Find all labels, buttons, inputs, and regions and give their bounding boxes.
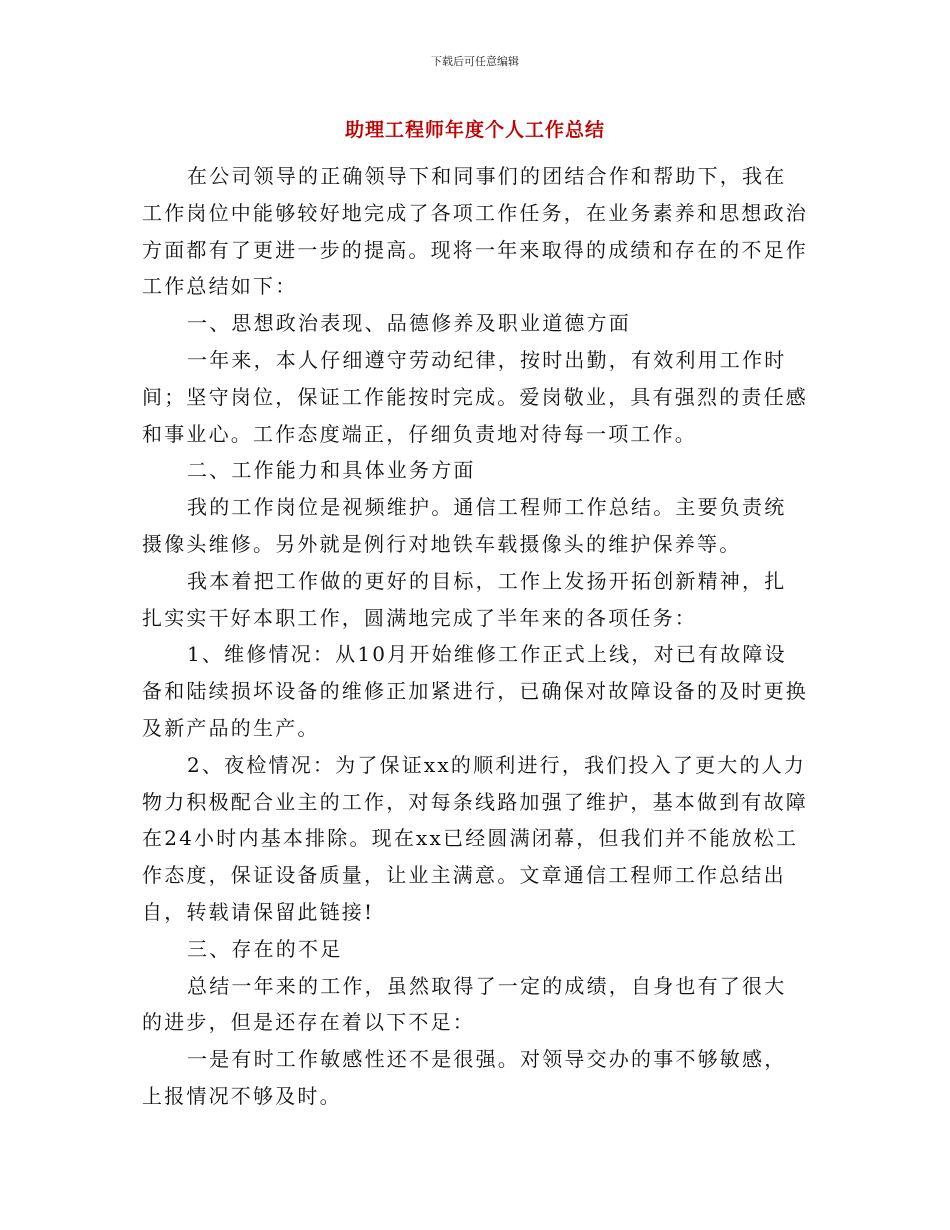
document-body: [142, 158, 808, 1115]
paragraph: 我本着把工作做的更好的目标，工作上发扬开拓创新精神，扎扎实实干好本职工作，圆满地完成了半年来的各项任务：: [142, 568, 787, 630]
paragraph-item-2: 2、夜检情况：为了保证xx的顺利进行，我们投入了更大的人力物力积极配合业主的工作，对每条线路加强了维护，基本做到有故障在24小时内基本排除。现在xx已经圆满闭幕，但我们并不能放松工作态度，保证设备质量，让业主满意。文章通信工程师工作总结出自，转载请保留此链接!: [142, 752, 808, 924]
section-heading-1: 一、思想政治表现、品德修养及职业道德方面: [187, 311, 631, 336]
paragraph-item-1: 1、维修情况：从10月开始维修工作正式上线，对已有故障设备和陆续损坏设备的维修正加紧进行，已确保对故障设备的及时更换及新产品的生产。: [142, 642, 808, 740]
page-header-note: 下载后可任意编辑: [431, 55, 519, 68]
section-heading-3: 三、存在的不足: [187, 936, 343, 961]
paragraph: 总结一年来的工作，虽然取得了一定的成绩，自身也有了很大的进步，但是还存在着以下不足：: [142, 973, 787, 1035]
document-title: 助理工程师年度个人工作总结: [344, 119, 605, 141]
paragraph: 一年来，本人仔细遵守劳动纪律，按时出勤，有效利用工作时间；坚守岗位，保证工作能按时完成。爱岗敬业，具有强烈的责任感和事业心。工作态度端正，仔细负责地对待每一项工作。: [142, 347, 808, 446]
paragraph: 我的工作岗位是视频维护。通信工程师工作总结。主要负责统摄像头维修。另外就是例行对地铁车载摄像头的维护保养等。: [142, 495, 787, 556]
paragraph-intro: 在公司领导的正确领导下和同事们的团结合作和帮助下，我在工作岗位中能够较好地完成了各项工作任务，在业务素养和思想政治方面都有了更进一步的提高。现将一年来取得的成绩和存在的不足作工作总结如下：: [142, 164, 808, 299]
section-heading-2: 二、工作能力和具体业务方面: [187, 458, 476, 483]
paragraph: 一是有时工作敏感性还不是很强。对领导交办的事不够敏感，上报情况不够及时。: [142, 1047, 787, 1108]
